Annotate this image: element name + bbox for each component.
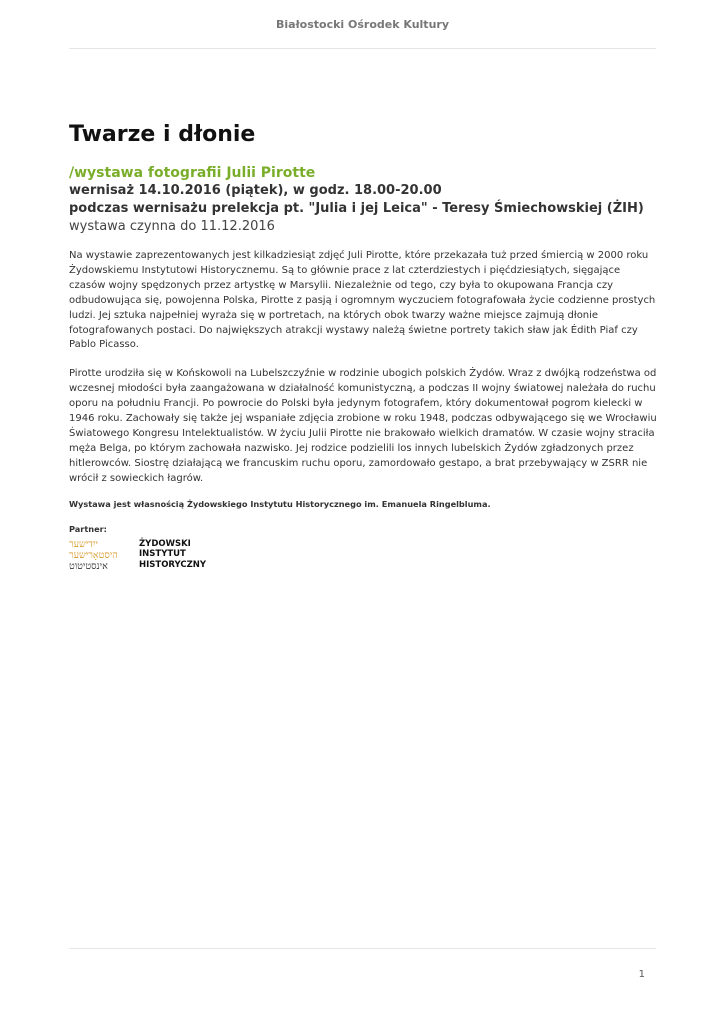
partner-logo-polish-line: ŻYDOWSKI xyxy=(139,538,191,549)
partner-logo-yiddish xyxy=(69,539,137,572)
partner-logo-yiddish-line: אינסטיטוט xyxy=(69,560,108,572)
page-number: 1 xyxy=(638,969,645,980)
exhibition-subtitle: /wystawa fotografii Julii Pirotte xyxy=(69,165,316,181)
ownership-note: Wystawa jest własnością Żydowskiego Instytutu Historycznego im. Emanuela Ringelbluma. xyxy=(69,498,491,509)
partner-logo-yiddish-line: היסטאָרישער xyxy=(69,549,118,561)
partner-logo-yiddish-line: ייִדישער xyxy=(69,538,98,550)
partner-logo-polish-line: HISTORYCZNY xyxy=(139,559,207,570)
page-footer xyxy=(69,948,656,949)
runtime-info: wystawa czynna do 11.12.2016 xyxy=(69,219,275,234)
page-title: Twarze i dłonie xyxy=(69,122,256,147)
partner-logo-polish xyxy=(139,539,206,571)
partner-logo-polish-line: INSTYTUT xyxy=(139,549,186,560)
article xyxy=(69,120,657,573)
paragraph-2: Pirotte urodziła się w Końskowoli na Lubelszczyźnie w rodzinie ubogich polskich Żydów. Wraz z dwójką rodzeństwa od wczesnej młodości była zaangażowana w działalność komunistyczną, a podczas II wojny światowej należała do ruchu oporu na południu Francji. Po powrocie do Polski była jedynym fotografem, który dokumentował pogrom kielecki w 1946 roku. Zachowały się także jej wspaniałe zdjęcia zrobione w roku 1948, podczas odbywającego się we Wrocławiu Światowego Kongresu Intelektualistów. W życiu Julii Pirotte nie brakowało wielkich dramatów. W czasie wojny straciła męża Belga, po którym zachowała nazwisko. Jej rodzice podzielili los innych lubelskich Żydów zgładzonych przez hitlerowców. Siostrę działającą we francuskim ruchu oporu, zamordowało gestapo, a brat przebywający w ZSRR nie wrócił z sowieckich łagrów. xyxy=(69,368,657,484)
lecture-info: podczas wernisażu prelekcja pt. "Julia i jej Leica" - Teresy Śmiechowskiej (ŻIH) xyxy=(69,201,644,216)
partner-logo[interactable] xyxy=(69,539,657,573)
partner-label: Partner: xyxy=(69,523,107,534)
page-header xyxy=(69,0,656,49)
header-title: Białostocki Ośrodek Kultury xyxy=(276,18,449,31)
opening-info: wernisaż 14.10.2016 (piątek), w godz. 18.00-20.00 xyxy=(69,183,442,198)
paragraph-1: Na wystawie zaprezentowanych jest kilkadziesiąt zdjęć Juli Pirotte, które przekazała tuż przed śmiercią w 2000 roku Żydowskiemu Instytutowi Historycznemu. Są to głównie prace z lat czterdziestych i pięćdziesiątych, sięgające czasów wojny spędzonych przez artystkę w Marsylii. Niezależnie od tego, czy była to okupowana Francja czy odbudowująca się, powojenna Polska, Pirotte z pasją i ogromnym wyczuciem fotografowała życie codzienne prostych ludzi. Jej sztuka najpełniej wyraża się w portretach, na których obok twarzy ważne miejsce zajmują dłonie fotografowanych postaci. Do największych atrakcji wystawy należą świetne portrety takich sław jak Édith Piaf czy Pablo Picasso. xyxy=(69,250,656,351)
